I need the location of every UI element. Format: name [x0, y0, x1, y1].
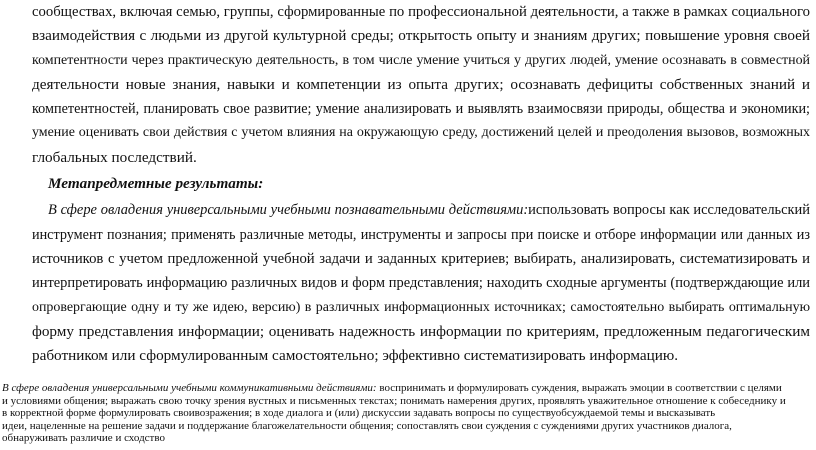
text-line: глобальных последствий. — [32, 148, 197, 166]
text-line: умение оценивать свои действия с учетом влияния на окружающую среду, достижений целей и преодоления вызовов, возможных — [32, 125, 810, 141]
italic-lead: В сфере овладения универсальными учебными коммуникативными действиями: — [2, 382, 377, 394]
text-line: идеи, нацеленные на решение задачи и поддержание благожелательности общения; сопоставлять свои суждения с суждениями других участников диалога, — [2, 419, 732, 432]
lead-text: использовать вопросы как исследовательский — [528, 202, 810, 219]
section-heading: Метапредметные результаты: — [48, 175, 264, 193]
text-line: сообществах, включая семью, группы, сформированные по профессиональной деятельности, а также в рамках социального — [32, 4, 810, 20]
text-line: интерпретировать информацию различных видов и форм представления; находить сходные аргументы (подтверждающие или — [32, 275, 810, 292]
text-line: в корректной форме формулировать своивозражения; в ходе диалога и (или) дискуссии задавать вопросы по существуобсуждаемой темы и высказывать — [2, 407, 716, 420]
paragraph-personal-results — [32, 0, 810, 170]
lead-text: воспринимать и формулировать суждения, выражать эмоции в соответствии с целями — [376, 382, 782, 394]
text-line: обнаруживать различие и сходство — [2, 432, 165, 445]
text-line: форму представления информации; оценивать надежность информации по критериям, предложенным педагогическим — [32, 322, 810, 340]
paragraph-cognitive-actions — [32, 198, 810, 368]
paragraph-communicative-actions — [2, 382, 812, 445]
text-line: работником или сформулированным самостоятельно; эффективно систематизировать информацию. — [32, 347, 679, 365]
text-line: компетентностей, планировать свое развитие; умение анализировать и выявлять взаимосвязи природы, общества и экономики; — [32, 101, 810, 118]
text-line — [32, 198, 810, 222]
text-line: опровергающие одну и ту же идею, версию) в различных информационных источниках; самостоятельно выбирать оптимальную — [32, 299, 810, 315]
text-line: деятельности новые знания, навыки и компетенции из опыта других; осознавать дефициты собственных знаний и — [32, 75, 810, 93]
text-line: компетентности через практическую деятельность, в том числе умение учиться у других людей, умение осознавать в совместной — [32, 52, 810, 68]
text-line: и условиями общения; выражать свою точку зрения вустных и письменных текстах; понимать намерения других, проявлять уважительное отношение к собеседнику и — [2, 394, 786, 407]
italic-lead: В сфере овладения универсальными учебными познавательными действиями: — [48, 202, 529, 219]
main-text — [32, 0, 810, 368]
text-line: взаимодействия с людьми из другой культурной среды; открытость опыту и знаниям других; повышение уровня своей — [32, 27, 810, 45]
text-line — [2, 382, 812, 395]
text-line: источников с учетом предложенной учебной задачи и заданных критериев; выбирать, анализировать, систематизировать и — [32, 250, 810, 267]
text-line: инструмент познания; применять различные методы, инструменты и запросы при поиске и отборе информации или данных из — [32, 226, 810, 243]
